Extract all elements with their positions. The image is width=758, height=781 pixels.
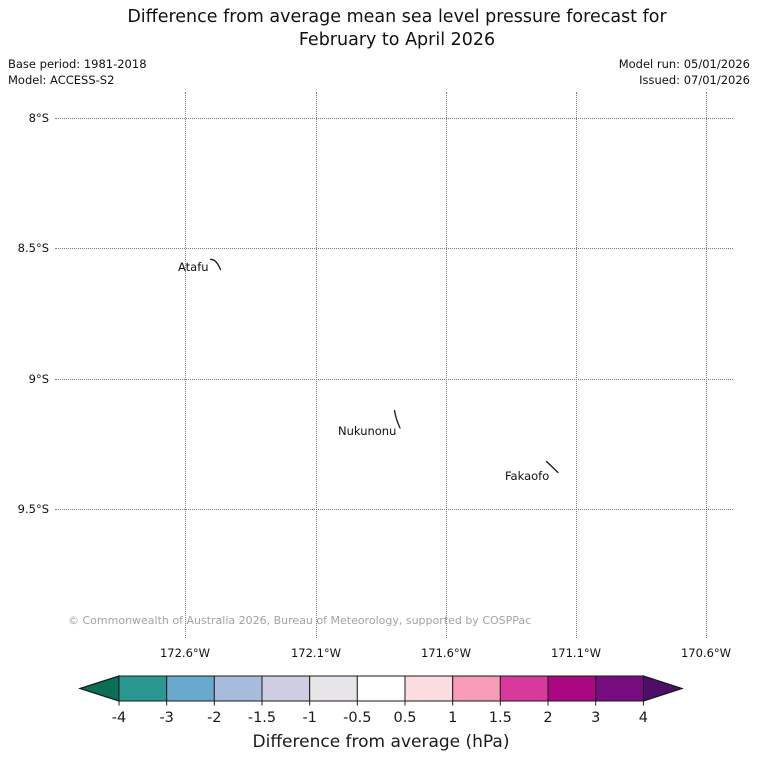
colorbar-tick-label: 1.5	[488, 710, 512, 726]
colorbar-left-arrow	[80, 676, 119, 701]
island-label-atafu: Atafu	[178, 260, 209, 274]
lon-tick-label: 170.6°W	[680, 646, 732, 660]
lon-tick-label: 172.6°W	[159, 646, 211, 660]
page-title	[36, 6, 758, 52]
colorbar-segment	[357, 676, 405, 701]
issued-text: Issued: 07/01/2026	[639, 72, 750, 87]
colorbar-tick-label: -4	[111, 710, 127, 726]
gridline-lon-172-6w	[185, 92, 186, 638]
model-text: Model: ACCESS-S2	[8, 72, 115, 87]
colorbar-segment	[119, 676, 167, 701]
meta-right	[619, 57, 750, 88]
colorbar-tick-label: -1.5	[247, 710, 277, 726]
colorbar-segment	[596, 676, 644, 701]
atafu-coastline	[211, 259, 221, 269]
colorbar-tick-label: -1	[302, 710, 317, 726]
gridline-lon-171-1w	[576, 92, 577, 638]
colorbar-segment	[214, 676, 262, 701]
lat-tick-label: 8.5°S	[17, 241, 49, 255]
lat-tick-label: 9.5°S	[17, 502, 49, 516]
colorbar-segment	[453, 676, 501, 701]
island-label-nukunonu: Nukunonu	[338, 424, 397, 438]
base-period-text: Base period: 1981-2018	[8, 57, 147, 71]
colorbar-tick-label: -2	[207, 710, 222, 726]
colorbar-tick-labels	[112, 710, 648, 726]
lon-tick-label: 171.1°W	[550, 646, 602, 660]
meta-left	[8, 57, 147, 88]
colorbar-right-arrow	[643, 676, 682, 701]
colorbar	[0, 665, 758, 781]
colorbar-ticks	[119, 701, 643, 706]
gridline-lat-9s	[55, 379, 733, 380]
page-title-line2: February to April 2026	[298, 30, 496, 50]
colorbar-tick-label: -0.5	[343, 710, 372, 726]
colorbar-tick-label: 0.5	[393, 710, 417, 726]
lat-tick-label: 9°S	[28, 372, 49, 386]
colorbar-tick-label: 1	[448, 710, 458, 726]
page-title-line1: Difference from average mean sea level pressure forecast for	[127, 7, 667, 27]
gridline-lat-8-5s	[55, 248, 733, 249]
colorbar-tick-label: 2	[543, 710, 553, 726]
lat-tick-label: 8°S	[28, 111, 49, 125]
colorbar-tick-label: -3	[159, 710, 174, 726]
gridline-lon-172-1w	[316, 92, 317, 638]
island-label-fakaofo: Fakaofo	[505, 469, 550, 483]
colorbar-segment	[167, 676, 215, 701]
gridline-lat-9-5s	[55, 509, 733, 510]
gridline-lat-8s	[55, 118, 733, 119]
lon-tick-label: 171.6°W	[420, 646, 472, 660]
colorbar-tick-label: 3	[591, 710, 601, 726]
colorbar-segment	[405, 676, 453, 701]
copyright-text: © Commonwealth of Australia 2026, Bureau of Meteorology, supported by COSPPac	[68, 614, 532, 627]
colorbar-segment	[262, 676, 310, 701]
model-run-text: Model run: 05/01/2026	[618, 57, 750, 71]
colorbar-segment	[500, 676, 548, 701]
gridline-lon-170-6w	[706, 92, 707, 638]
colorbar-segment	[548, 676, 596, 701]
colorbar-tick-label: 4	[638, 710, 649, 726]
lon-tick-label: 172.1°W	[290, 646, 342, 660]
gridline-lon-171-6w	[446, 92, 447, 638]
colorbar-caption: Difference from average (hPa)	[252, 732, 510, 752]
colorbar-segment	[310, 676, 358, 701]
